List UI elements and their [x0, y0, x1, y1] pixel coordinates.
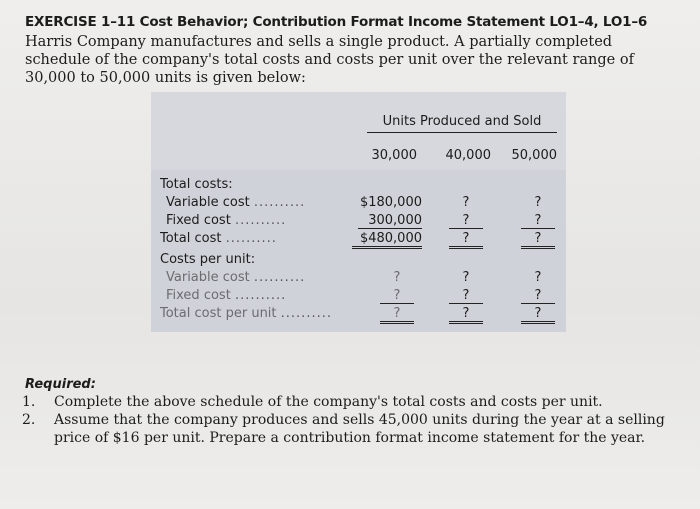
leader-dots: ..........: [234, 213, 287, 228]
exercise-intro: Harris Company manufactures and sells a single product. A partially completed schedule of the company's total costs and costs per unit over the relevant range of 30,000 to 50,000 units is given below:: [25, 34, 634, 86]
column-40000: 40,000: [445, 148, 491, 163]
total-variable-cost-label: [166, 195, 305, 210]
costs-per-unit-section-label: Costs per unit:: [160, 252, 256, 267]
total-fixed-50000: ?: [521, 213, 555, 229]
unit-variable-cost-label: [166, 270, 305, 285]
unit-total-40000: ?: [449, 306, 483, 324]
required-item-number: 2.: [22, 412, 36, 428]
total-cost-label: [160, 231, 277, 246]
required-item-number: 1.: [22, 394, 36, 410]
required-item-text: Assume that the company produces and sells 45,000 units during the year at a selling price of $16 per unit. Prepare a contribution format income statement for the year.: [54, 412, 665, 446]
leader-dots: ..........: [234, 288, 287, 303]
row-label-text: Total cost per unit: [160, 306, 277, 321]
required-item-1: [22, 393, 687, 411]
total-variable-40000: ?: [462, 195, 470, 210]
column-30000: 30,000: [371, 148, 417, 163]
row-label-text: Fixed cost: [166, 213, 231, 228]
unit-total-30000: ?: [380, 306, 414, 324]
leader-dots: ..........: [253, 270, 306, 285]
unit-fixed-50000: ?: [521, 288, 555, 304]
exercise-heading: EXERCISE 1–11 Cost Behavior; Contribution Format Income Statement LO1–4, LO1–6: [25, 14, 648, 30]
column-50000: 50,000: [511, 148, 557, 163]
leader-dots: ..........: [280, 306, 332, 321]
row-label-text: Total cost: [160, 231, 222, 246]
row-label-text: Variable cost: [166, 270, 250, 285]
required-item-text: Complete the above schedule of the company's total costs and costs per unit.: [54, 394, 603, 410]
leader-dots: ..........: [253, 195, 306, 210]
row-label-text: Variable cost: [166, 195, 250, 210]
total-fixed-30000: 300,000: [358, 213, 422, 229]
unit-variable-40000: ?: [462, 270, 470, 285]
required-item-2: [22, 411, 687, 447]
unit-variable-50000: ?: [534, 270, 542, 285]
total-cost-50000: ?: [521, 231, 555, 249]
total-cost-40000: ?: [449, 231, 483, 249]
unit-fixed-30000: ?: [380, 288, 414, 304]
total-cost-30000: $480,000: [352, 231, 422, 249]
unit-variable-30000: ?: [393, 270, 401, 285]
total-variable-30000: $180,000: [359, 195, 422, 210]
required-heading: Required:: [25, 377, 96, 392]
row-label-text: Fixed cost: [166, 288, 231, 303]
total-variable-50000: ?: [534, 195, 542, 210]
unit-fixed-40000: ?: [449, 288, 483, 304]
total-fixed-cost-label: [166, 213, 286, 228]
unit-fixed-cost-label: [166, 288, 286, 303]
unit-total-cost-label: [160, 306, 332, 321]
total-fixed-40000: ?: [449, 213, 483, 229]
units-produced-header: Units Produced and Sold: [367, 114, 557, 133]
unit-total-50000: ?: [521, 306, 555, 324]
leader-dots: ..........: [225, 231, 277, 246]
total-costs-section-label: Total costs:: [160, 177, 233, 192]
